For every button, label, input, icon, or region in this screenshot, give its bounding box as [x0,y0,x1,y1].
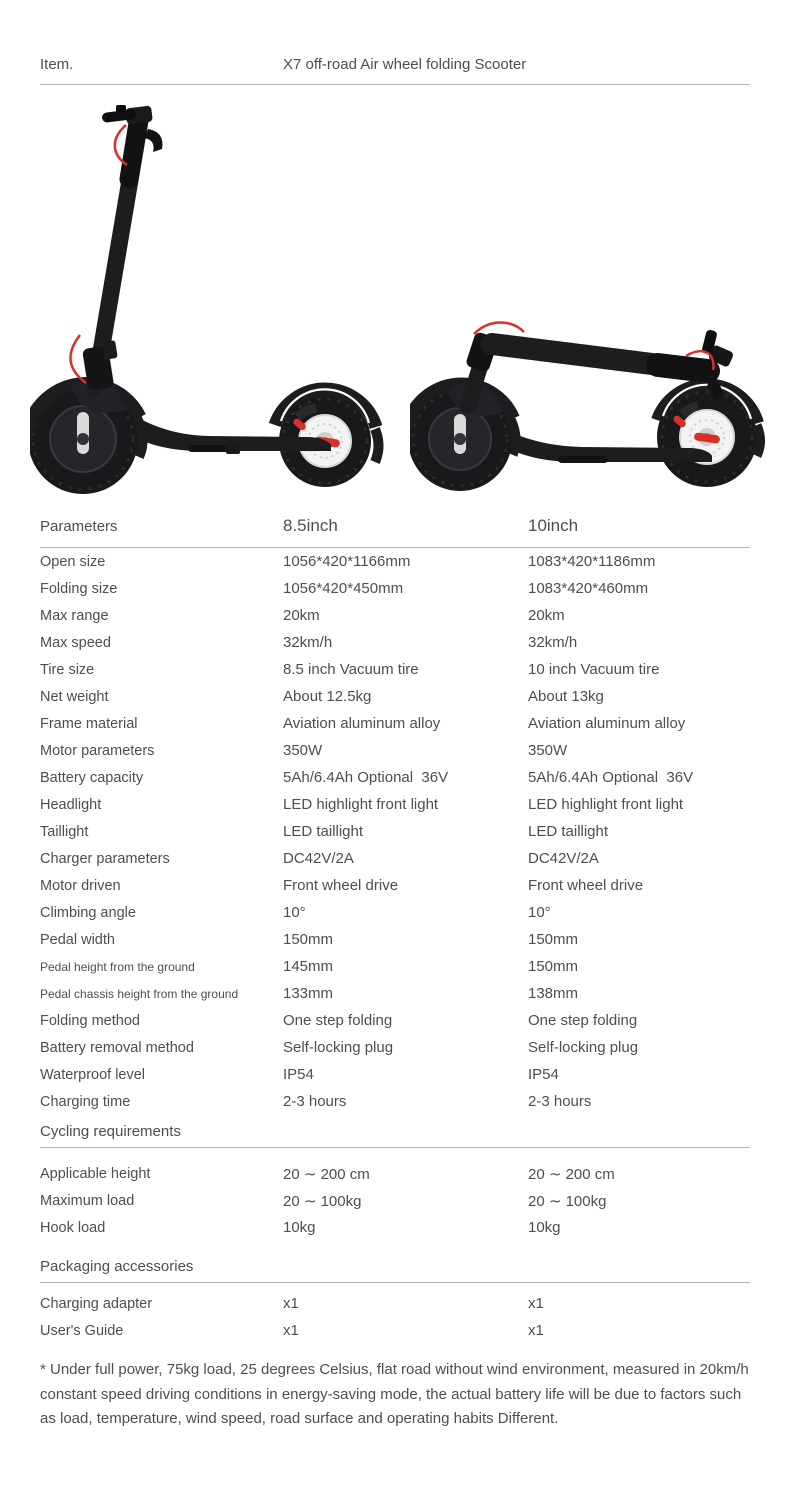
column-header-85inch: 8.5inch [283,516,338,535]
table-row [40,602,750,629]
column-header-parameters: Parameters [40,518,118,535]
spec-value-10inch: 20 ∼ 100kg [528,1192,607,1210]
spec-value-85inch: 1056*420*450mm [283,580,404,597]
spec-label: Waterproof level [40,1066,146,1083]
scooter-folded-image [410,276,765,496]
spec-value-85inch: 1056*420*1166mm [283,553,411,570]
table-row [40,548,750,575]
table-row [40,1160,750,1187]
spec-value-85inch: Aviation aluminum alloy [283,715,441,732]
spec-value-10inch: 150mm [528,931,579,948]
spec-label: Maximum load [40,1192,135,1209]
spec-label: Pedal height from the ground [40,959,195,974]
spec-label: Motor parameters [40,742,155,759]
spec-label: Charger parameters [40,850,170,867]
spec-label: Pedal chassis height from the ground [40,986,239,1001]
spec-value-10inch: 2-3 hours [528,1093,592,1110]
folding-clamp [81,340,122,391]
table-row [40,1317,750,1344]
spec-label: Battery removal method [40,1039,194,1056]
spec-value-85inch: 5Ah/6.4Ah Optional 36V [283,769,449,786]
spec-label: Frame material [40,715,138,732]
spec-value-10inch: x1 [528,1322,544,1339]
table-row [40,656,750,683]
spec-value-10inch: 5Ah/6.4Ah Optional 36V [528,769,694,786]
table-row [40,764,750,791]
spec-value-85inch: x1 [283,1322,299,1339]
spec-label: Battery capacity [40,769,144,786]
table-row [40,629,750,656]
table-row [40,980,750,1007]
spec-value-10inch: 20km [528,607,565,624]
table-row [40,737,750,764]
table-row [40,818,750,845]
table-row [40,1187,750,1214]
spec-value-10inch: 138mm [528,985,579,1002]
spec-value-85inch: 350W [283,742,323,759]
spec-value-10inch: 350W [528,742,568,759]
table-row [40,1007,750,1034]
kickstand [558,456,608,463]
spec-value-10inch: 1083*420*460mm [528,580,649,597]
table-row [40,1088,750,1115]
spec-value-10inch: IP54 [528,1066,559,1083]
spec-label: Applicable height [40,1165,151,1182]
spec-value-10inch: LED highlight front light [528,796,684,813]
spec-value-85inch: 150mm [283,931,334,948]
spec-value-85inch: 10° [283,904,306,921]
spec-value-10inch: About 13kg [528,688,604,705]
spec-value-10inch: DC42V/2A [528,850,599,867]
table-row [40,953,750,980]
spec-value-10inch: One step folding [528,1012,638,1029]
spec-value-85inch: 20 ∼ 200 cm [283,1165,370,1183]
packaging-table-body [40,1283,750,1344]
section-header-packaging: Packaging accessories [40,1241,750,1283]
spec-value-85inch: About 12.5kg [283,688,372,705]
spec-value-85inch: 2-3 hours [283,1093,347,1110]
scooter-upright [30,105,379,494]
spec-value-10inch: x1 [528,1295,544,1312]
spec-value-85inch: One step folding [283,1012,393,1029]
spec-label: Open size [40,553,106,570]
brake-cable-left [474,323,524,335]
item-label: Item. [40,56,74,73]
spec-value-85inch: LED taillight [283,823,364,840]
spec-value-10inch: 150mm [528,958,579,975]
spec-label: Climbing angle [40,904,136,921]
spec-value-85inch: Front wheel drive [283,877,399,894]
spec-label: Charging time [40,1093,131,1110]
spec-label: Net weight [40,688,109,705]
scooter-folded [410,323,761,492]
product-images [0,85,790,503]
spec-label: Max range [40,607,109,624]
spec-label: Headlight [40,796,102,813]
spec-label: Charging adapter [40,1295,153,1312]
spec-value-10inch: 10 inch Vacuum tire [528,661,660,678]
cycling-table-body [40,1148,750,1241]
page-header [40,0,750,85]
spec-label: Hook load [40,1219,106,1236]
spec-value-85inch: 8.5 inch Vacuum tire [283,661,419,678]
spec-value-85inch: x1 [283,1295,299,1312]
table-row [40,683,750,710]
page-title: X7 off-road Air wheel folding Scooter [283,56,527,73]
spec-value-10inch: 1083*420*1186mm [528,553,656,570]
spec-label: Folding method [40,1012,140,1029]
spec-label: Taillight [40,823,89,840]
spec-value-10inch: Aviation aluminum alloy [528,715,686,732]
spec-value-85inch: 20 ∼ 100kg [283,1192,362,1210]
table-row [40,710,750,737]
spec-value-85inch: LED highlight front light [283,796,439,813]
spec-label: Pedal width [40,931,115,948]
table-row [40,845,750,872]
spec-value-85inch: IP54 [283,1066,314,1083]
table-row [40,575,750,602]
spec-value-10inch: LED taillight [528,823,609,840]
spec-value-10inch: 10° [528,904,551,921]
spec-value-10inch: 20 ∼ 200 cm [528,1165,615,1183]
section-header-cycling: Cycling requirements [40,1115,750,1148]
deck-latch [226,443,240,454]
spec-value-10inch: 32km/h [528,634,578,651]
spec-value-85inch: 32km/h [283,634,333,651]
spec-value-85inch: 20km [283,607,320,624]
footnote: * Under full power, 75kg load, 25 degrees Celsius, flat road without wind environment, measured in 20km/h constant speed driving conditions in energy-saving mode, the actual battery life will be due to factors such as load, temperature, wind speed, road surface and operating habits Different. [40,1361,749,1427]
spec-label: Folding size [40,580,118,597]
table-row [40,926,750,953]
table-row [40,899,750,926]
spec-label: Motor driven [40,877,121,894]
spec-label: Max speed [40,634,111,651]
table-row [40,1034,750,1061]
table-row [40,1061,750,1088]
spec-label: User's Guide [40,1322,124,1339]
column-header-10inch: 10inch [528,516,579,535]
spec-value-10inch: Front wheel drive [528,877,644,894]
spec-value-85inch: DC42V/2A [283,850,354,867]
spec-value-85inch: 145mm [283,958,334,975]
table-row [40,1290,750,1317]
spec-label: Tire size [40,661,95,678]
table-row [40,791,750,818]
spec-value-10inch: Self-locking plug [528,1039,639,1056]
scooter-upright-image [30,95,400,495]
spec-value-85inch: 133mm [283,985,334,1002]
spec-value-85inch: Self-locking plug [283,1039,394,1056]
spec-table-body [40,548,750,1115]
spec-value-10inch: 10kg [528,1219,561,1236]
spec-table-header [40,503,750,548]
table-row [40,1214,750,1241]
table-row [40,872,750,899]
spec-value-85inch: 10kg [283,1219,316,1236]
